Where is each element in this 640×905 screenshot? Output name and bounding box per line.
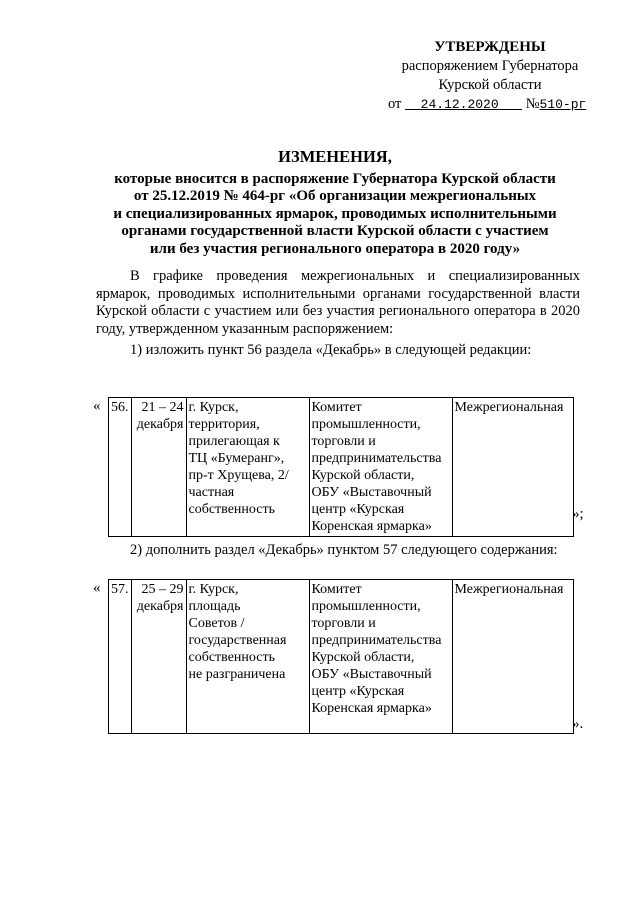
title-line-4: органами государственной власти Курской области с участием [121, 223, 549, 239]
row-place: г. Курск, площадь Советов / государственная собственность не разграничена [186, 580, 309, 734]
row-fair-type: Межрегиональная [452, 398, 573, 537]
title-line-2: от 25.12.2019 № 464-рг «Об организации межрегиональных [133, 188, 537, 204]
title-line-3: и специализированных ярмарок, проводимых исполнительными [113, 205, 557, 222]
item-1-text: 1) изложить пункт 56 раздела «Декабрь» в следующей редакции: [130, 342, 532, 358]
table-2-open-quote: « [93, 580, 101, 596]
table-row [109, 398, 574, 537]
row-organizer: Комитет промышленности, торговли и предпринимательства Курской области, ОБУ «Выставочный центр «Курская Коренская ярмарка» [309, 580, 452, 734]
row-place: г. Курск, территория, прилегающая к ТЦ «Бумеранг», пр-т Хрущева, 2/ частная собственность [186, 398, 309, 537]
approval-number: 510-рг [539, 97, 587, 112]
row-fair-type: Межрегиональная [452, 580, 573, 734]
row-organizer: Комитет промышленности, торговли и предпринимательства Курской области, ОБУ «Выставочный центр «Курская Коренская ярмарка» [309, 398, 452, 537]
title-line-5: или без участия регионального оператора в 2020 году» [149, 240, 521, 257]
approval-date: 24.12.2020 [420, 97, 499, 112]
approval-block [380, 38, 600, 114]
date-prefix: от [388, 96, 402, 112]
intro-text: В графике проведения межрегиональных и специализированных ярмарок, проводимых исполнительными органами государственной власти Курской области с участием или без участия регионального оператора в 2020 году, утвержденном указанным распоряжением: [96, 268, 580, 337]
row-number: 57. [109, 580, 132, 734]
table-row [109, 580, 574, 734]
row-dates [131, 398, 186, 537]
number-prefix: № [525, 96, 540, 112]
date-month: декабря [136, 417, 184, 432]
date-month: декабря [136, 599, 184, 614]
table-2-close-quote: ». [572, 716, 584, 732]
fair-table-57 [108, 579, 574, 734]
approval-line-1: распоряжением Губернатора [401, 58, 579, 74]
title-line-1: которые вносится в распоряжение Губернатора Курской области [114, 170, 556, 187]
date-range: 25 – 29 [141, 582, 184, 597]
row-dates [131, 580, 186, 734]
document-title [90, 148, 580, 258]
date-range: 21 – 24 [141, 400, 184, 415]
fair-table-56 [108, 397, 574, 537]
item-2-text: 2) дополнить раздел «Декабрь» пунктом 57 следующего содержания: [130, 542, 558, 558]
table-1-close-quote: »; [572, 506, 584, 522]
title-main: ИЗМЕНЕНИЯ, [278, 147, 392, 166]
approval-line-2: Курской области [438, 77, 542, 93]
intro-paragraph [96, 268, 580, 338]
approval-date-line [380, 95, 600, 114]
table-1-open-quote: « [93, 398, 101, 414]
row-number: 56. [109, 398, 132, 537]
approval-heading: УТВЕРЖДЕНЫ [434, 39, 546, 55]
